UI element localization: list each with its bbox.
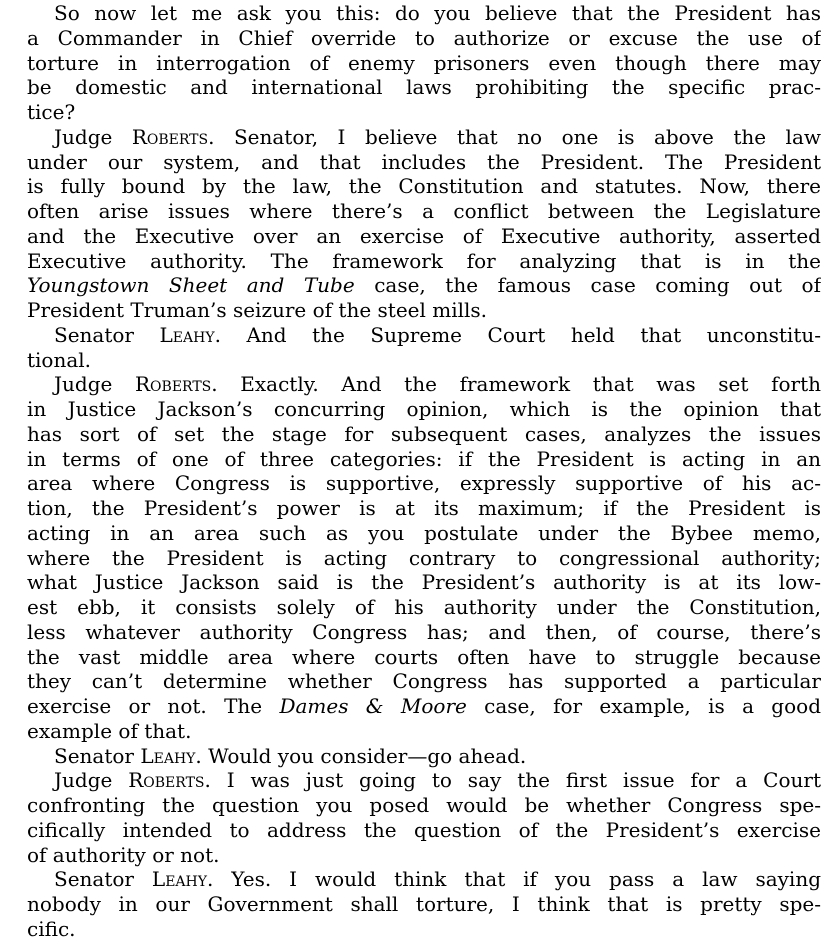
text-segment: est ebb, it consists solely of his authority under the Constitution, — [27, 595, 821, 619]
paragraph — [27, 323, 821, 373]
text-line — [27, 669, 821, 694]
text-segment: the vast middle area where courts often have to struggle because — [27, 644, 821, 669]
text-line — [27, 174, 821, 199]
text-line — [27, 150, 821, 175]
text-segment: is fully bound by the law, the Constitution and statutes. Now, there — [27, 174, 821, 199]
text-segment: Senator — [54, 322, 160, 347]
text-segment: a Commander in Chief override to authorize or excuse the use of — [27, 25, 821, 50]
text-segment: acting in an area such as you postulate under the Bybee memo, — [27, 520, 821, 545]
text-line — [27, 818, 821, 843]
text-segment: . And the Supreme Court held that unconstitu- — [214, 322, 821, 347]
text-line — [27, 298, 821, 323]
text-segment: tice? — [27, 100, 76, 124]
text-line — [27, 224, 821, 249]
text-segment: in Justice Jackson’s concurring opinion, which is the opinion that — [27, 397, 821, 421]
paragraph — [27, 867, 821, 941]
text-line — [27, 422, 821, 447]
text-line — [27, 471, 821, 496]
text-segment: often arise issues where there’s a conflict between the Legislature — [27, 199, 821, 223]
text-segment: exercise or not. The — [27, 694, 280, 718]
text-line — [27, 1, 821, 26]
paragraph — [27, 125, 821, 323]
text-line — [27, 793, 821, 818]
text-segment: tional. — [27, 347, 92, 372]
text-line — [27, 249, 821, 274]
text-line — [27, 447, 821, 472]
text-line — [27, 51, 821, 76]
text-segment: of authority or not. — [27, 842, 220, 867]
text-line — [27, 372, 821, 397]
text-segment: cific. — [27, 916, 76, 941]
text-segment: be domestic and international laws prohibiting the specific prac- — [27, 75, 821, 100]
text-line — [27, 496, 821, 521]
text-segment: nobody in our Government shall torture, I think that is pretty spe- — [27, 892, 821, 916]
text-segment: cifically intended to address the question of the President’s exercise — [27, 817, 821, 842]
speaker-name: Roberts — [135, 372, 212, 397]
text-segment: case, for example, is a good — [466, 694, 821, 718]
text-line — [27, 199, 821, 224]
text-segment: where the President is acting contrary to congressional authority; — [27, 545, 821, 570]
text-line — [27, 768, 821, 793]
text-segment: . Exactly. And the framework that was set forth — [211, 372, 821, 397]
text-segment: tion, the President’s power is at its maximum; if the President is — [27, 496, 821, 520]
text-segment: case, the famous case coming out of — [354, 273, 821, 298]
speaker-name: Leahy — [151, 867, 207, 892]
text-segment: less whatever authority Congress has; and then, of course, there’s — [27, 619, 821, 644]
paragraph — [27, 1, 821, 125]
text-line — [27, 546, 821, 571]
speaker-name: Roberts — [128, 768, 205, 793]
speaker-name: Leahy — [159, 322, 215, 347]
text-segment: Judge — [54, 124, 132, 149]
text-line — [27, 100, 821, 125]
text-line — [27, 719, 821, 744]
text-line — [27, 570, 821, 595]
paragraph — [27, 744, 821, 769]
text-segment: Senator — [54, 743, 141, 768]
text-line — [27, 620, 821, 645]
text-line — [27, 595, 821, 620]
text-line — [27, 744, 821, 769]
text-segment: Executive authority. The framework for analyzing that is in the — [27, 248, 821, 273]
text-segment: and the Executive over an exercise of Executive authority, asserted — [27, 223, 821, 248]
text-segment: confronting the question you posed would be whether Congress spe- — [27, 793, 821, 817]
text-segment: . Yes. I would think that if you pass a law saying — [206, 867, 821, 892]
text-segment: has sort of set the stage for subsequent cases, analyzes the issues — [27, 421, 821, 446]
text-segment: . Would you consider—go ahead. — [195, 743, 527, 768]
text-segment: President Truman’s seizure of the steel mills. — [27, 298, 488, 322]
text-line — [27, 273, 821, 298]
transcript-body — [27, 1, 821, 942]
text-segment: in terms of one of three categories: if the President is acting in an — [27, 446, 821, 471]
text-segment: torture in interrogation of enemy prisoners even though there may — [27, 50, 821, 75]
text-segment: Judge — [54, 372, 135, 397]
text-segment: So now let me ask you this: do you believe that the President has — [54, 1, 821, 25]
text-segment: example of that. — [27, 718, 192, 743]
text-line — [27, 125, 821, 150]
text-segment: . I was just going to say the first issue for a Court — [204, 768, 821, 793]
case-citation: Youngstown Sheet and Tube — [27, 273, 355, 298]
text-line — [27, 26, 821, 51]
text-segment: they can’t determine whether Congress has supported a particular — [27, 669, 821, 694]
text-line — [27, 843, 821, 868]
text-line — [27, 323, 821, 348]
text-line — [27, 521, 821, 546]
text-line — [27, 917, 821, 942]
case-citation: Dames & Moore — [279, 694, 467, 718]
speaker-name: Roberts — [131, 124, 209, 149]
text-line — [27, 645, 821, 670]
text-segment: under our system, and that includes the President. The President — [27, 149, 821, 174]
text-segment: . Senator, I believe that no one is above the law — [208, 124, 821, 149]
text-line — [27, 892, 821, 917]
text-segment: Senator — [54, 867, 152, 892]
text-line — [27, 348, 821, 373]
paragraph — [27, 372, 821, 743]
speaker-name: Leahy — [140, 743, 196, 768]
text-segment: Judge — [54, 768, 129, 793]
text-segment: what Justice Jackson said is the President’s authority is at its low- — [27, 570, 821, 595]
paragraph — [27, 768, 821, 867]
text-segment: area where Congress is supportive, expressly supportive of his ac- — [27, 471, 821, 496]
text-line — [27, 867, 821, 892]
text-line — [27, 694, 821, 719]
text-line — [27, 397, 821, 422]
text-line — [27, 75, 821, 100]
